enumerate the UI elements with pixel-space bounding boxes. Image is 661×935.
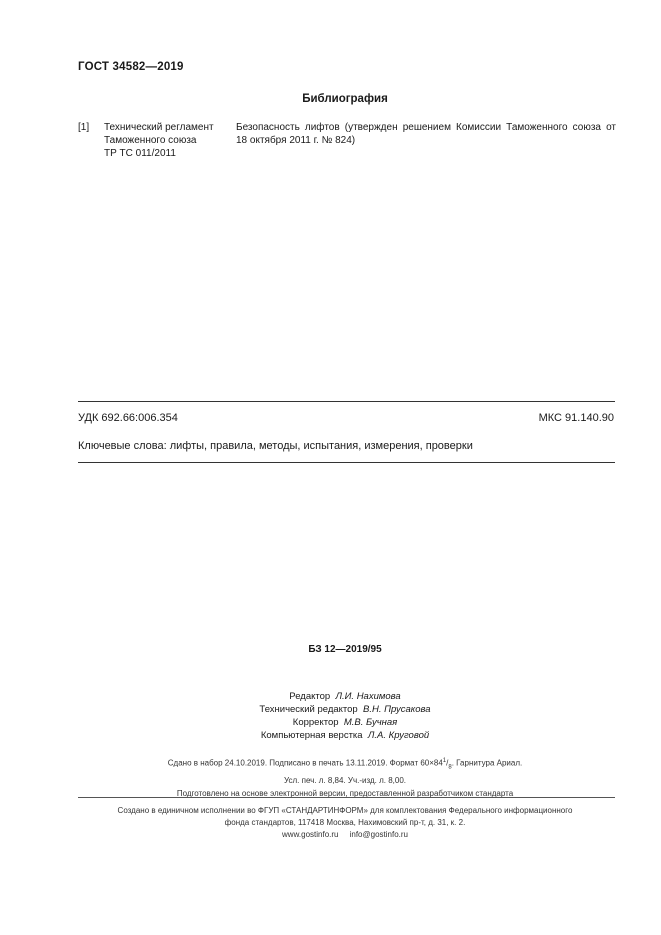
footer-line-2: фонда стандартов, 117418 Москва, Нахимовский пр-т, д. 31, к. 2. [224, 818, 466, 827]
credit-role: Редактор [289, 691, 331, 702]
footer-contacts [0, 829, 661, 841]
credit-name: Л.И. Нахимова [335, 691, 401, 702]
imprint-line-sheets: Усл. печ. л. 8,84. Уч.-изд. л. 8,00. [283, 776, 407, 786]
imprint-font-text: . Гарнитура Ариал. [451, 758, 523, 768]
credit-name: В.Н. Прусакова [363, 704, 431, 715]
udk-code: УДК 692.66:006.354 [78, 412, 178, 424]
credit-role: Технический редактор [259, 704, 358, 715]
footer-line-1: Создано в единичном исполнении во ФГУП «СТАНДАРТИНФОРМ» для комплектования Федерального информационного [117, 806, 573, 815]
bibliography-entry-description [236, 121, 616, 147]
bibliography-description-line: Безопасность лифтов (утвержден решением Комиссии Таможенного союза от [236, 122, 616, 133]
divider-bottom [78, 462, 615, 463]
divider-top [78, 401, 615, 402]
bibliography-entry-document [104, 121, 234, 160]
imprint-dates-text: Сдано в набор 24.10.2019. Подписано в печать 13.11.2019. Формат 60×84 [167, 758, 443, 768]
imprint-line-source: Подготовлено на основе электронной версии, предоставленной разработчиком стандарта [176, 789, 514, 799]
bibliography-title: Библиография [302, 93, 388, 105]
credit-proofreader [0, 716, 661, 729]
bibliography-document-line: ТР ТС 011/2011 [104, 148, 176, 159]
credit-role: Корректор [292, 717, 339, 728]
print-imprint [0, 755, 661, 800]
mks-code: МКС 91.140.90 [538, 412, 614, 424]
credit-technical-editor [0, 703, 661, 716]
bibliography-document-line: Технический регламент [104, 122, 214, 133]
bibliography-document-line: Таможенного союза [104, 135, 197, 146]
credit-role: Компьютерная верстка [260, 730, 363, 741]
bibliography-entry-number: [1] [78, 122, 90, 133]
bibliography-description-line: 18 октября 2011 г. № 824) [236, 135, 356, 146]
credit-layout [0, 729, 661, 742]
imprint-line-dates: Сдано в набор 24.10.2019. Подписано в печать 13.11.2019. Формат $60\times 84^1/_8$. Гарнитура Ариал. [167, 758, 523, 771]
footer-website-link[interactable]: www.gostinfo.ru [282, 830, 339, 839]
divider-footer [78, 797, 615, 798]
credit-name: Л.А. Круговой [367, 730, 430, 741]
format-fraction-numerator: 1 [442, 758, 447, 764]
footer-email-link[interactable]: info@gostinfo.ru [349, 830, 408, 839]
standard-code: ГОСТ 34582—2019 [78, 61, 184, 73]
format-fraction-denominator: 8 [448, 764, 452, 771]
publisher-footer [0, 805, 661, 841]
credit-name: М.В. Бучная [343, 717, 398, 728]
bz-number: БЗ 12—2019/95 [308, 644, 382, 655]
keywords-line: Ключевые слова: лифты, правила, методы, испытания, измерения, проверки [78, 440, 473, 452]
editorial-credits [0, 690, 661, 742]
credit-editor [0, 690, 661, 703]
